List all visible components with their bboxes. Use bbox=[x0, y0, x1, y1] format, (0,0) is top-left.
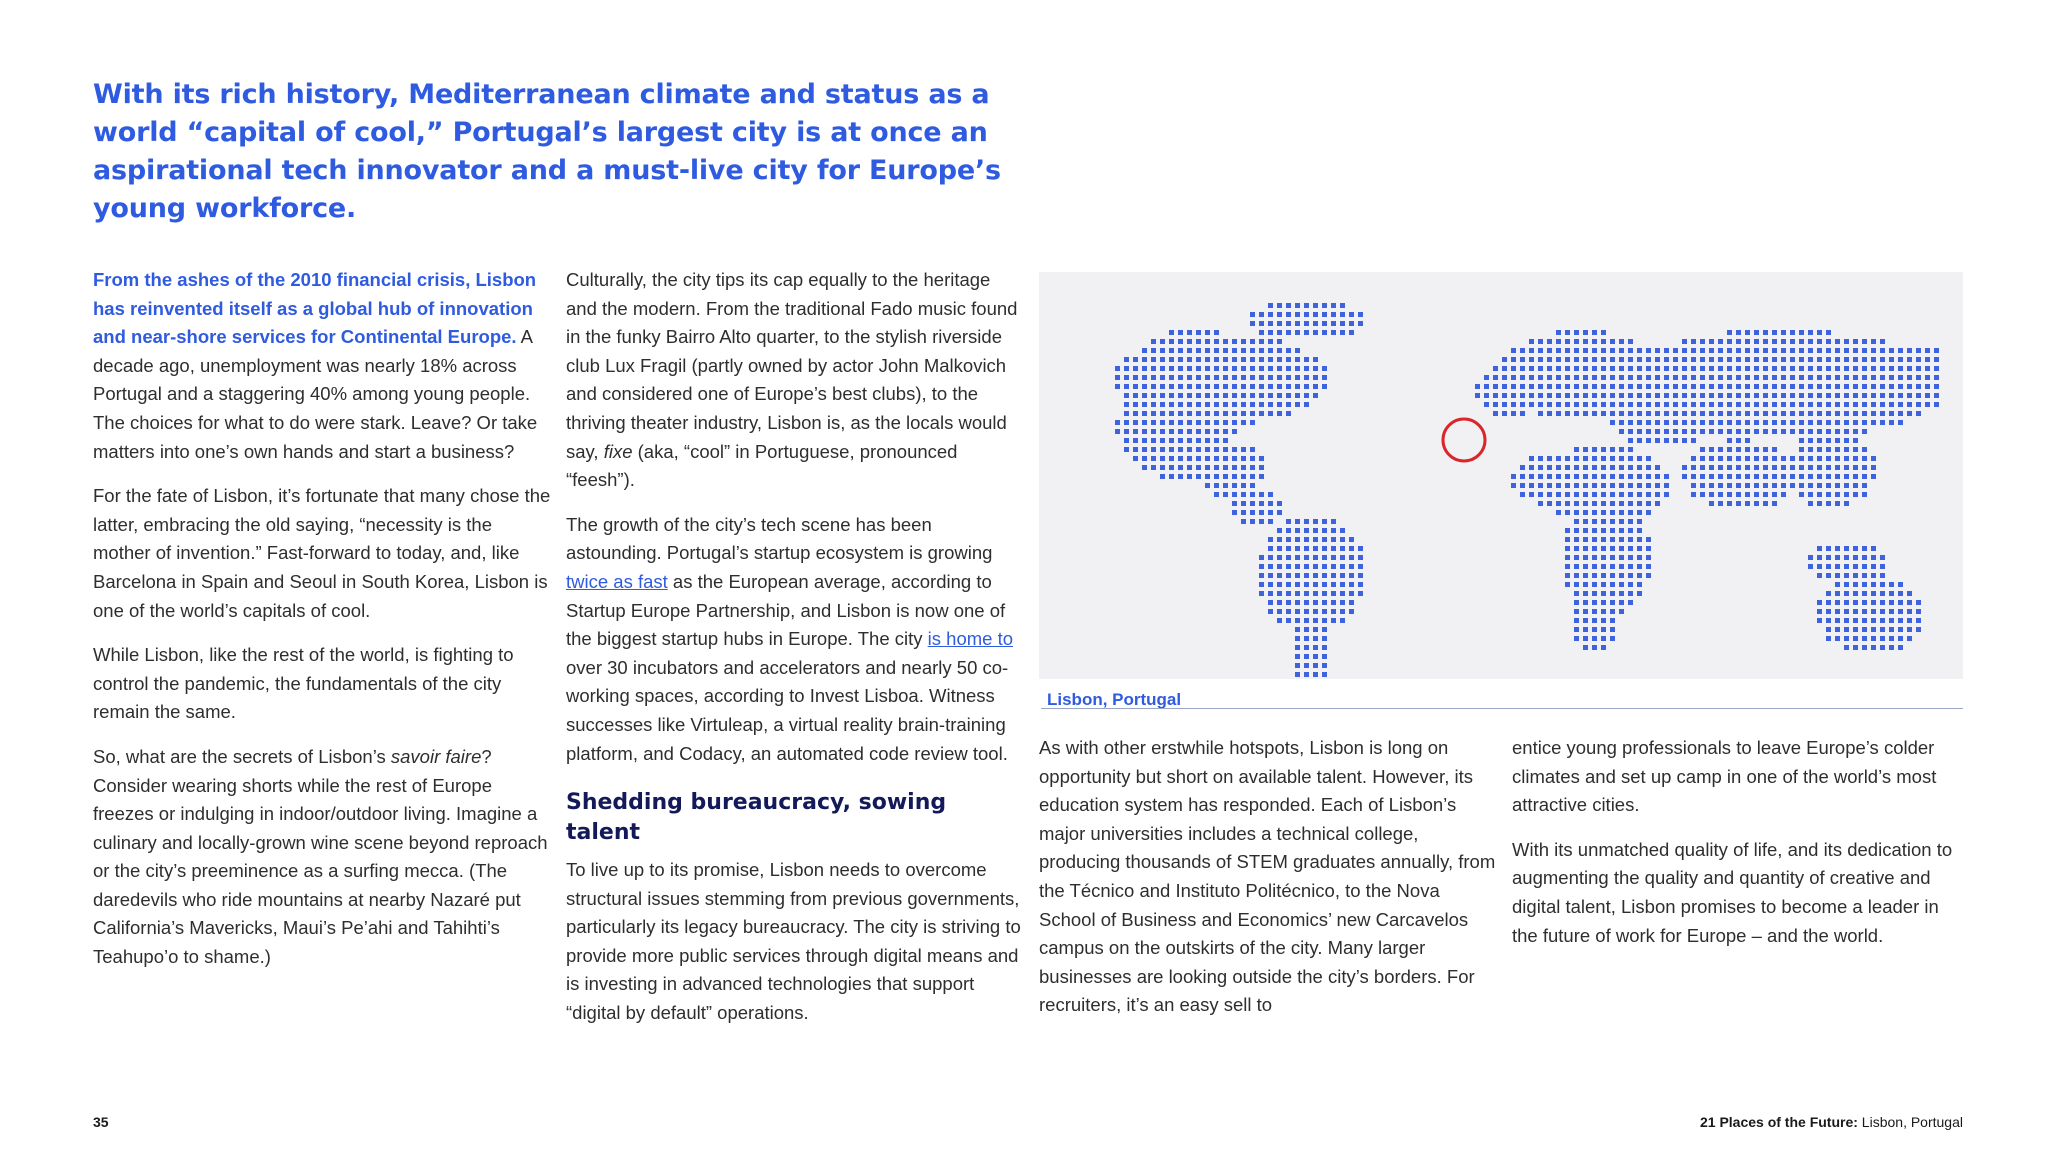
paragraph bbox=[93, 743, 553, 972]
link-is-home-to[interactable]: is home to bbox=[927, 628, 1014, 650]
text-run: Culturally, the city tips its cap equally to the heritage and the modern. From the traditional Fado music found in the funky Bairro Alto quarter, to the stylish riverside club Lux Fragil (partly owned by actor John Malkovich and considered one of Europe’s best clubs), to the thriving theater industry, Lisbon is, as the locals would say, bbox=[566, 269, 1018, 462]
text-run: So, what are the secrets of Lisbon’s bbox=[93, 745, 391, 767]
paragraph bbox=[566, 511, 1026, 768]
column-1 bbox=[93, 266, 553, 988]
italic-text: savoir faire bbox=[390, 745, 482, 767]
link-twice-as-fast[interactable]: twice as fast bbox=[566, 570, 668, 592]
text-run: as the European average, according to Startup Europe Partnership, and Lisbon is now one of the biggest startup hubs in Europe. The city bbox=[566, 570, 1006, 650]
paragraph: With its unmatched quality of life, and its dedication to augmenting the quality and quantity of creative and digital talent, Lisbon promises to become a leader in the future of work for Europe – and the world. bbox=[1512, 838, 1953, 946]
column-3 bbox=[1039, 734, 1499, 1036]
headline: With its rich history, Mediterranean climate and status as a world “capital of cool,” Portugal’s largest city is at once an aspirational tech innovator and a must-live city for Europe’s young workforce. bbox=[93, 79, 1001, 225]
text-run: (aka, “cool” in Portuguese, pronounced “feesh”). bbox=[566, 440, 958, 491]
section-heading: Shedding bureaucracy, sowing talent bbox=[566, 790, 947, 846]
map-caption: Lisbon, Portugal bbox=[1047, 690, 1182, 709]
italic-text: fixe bbox=[603, 440, 633, 462]
footer-series: 21 Places of the Future: bbox=[1699, 1114, 1858, 1130]
lisbon-location-marker bbox=[1443, 419, 1485, 461]
caption-divider bbox=[1041, 708, 1963, 709]
world-map bbox=[1039, 272, 1963, 679]
paragraph: As with other erstwhile hotspots, Lisbon is long on opportunity but short on available talent. However, its education system has responded. Each of Lisbon’s major universities includes a technical college, producing thousands of STEM graduates annually, from the Técnico and Instituto Politécnico, to the Nova School of Business and Economics’ new Carcavelos campus on the outskirts of the city. Many larger businesses are looking outside the city’s borders. For recruiters, it’s an easy sell to bbox=[1039, 737, 1496, 1016]
running-footer bbox=[1700, 1114, 1963, 1130]
column-2 bbox=[566, 266, 1026, 1044]
footer-place: Lisbon, Portugal bbox=[1857, 1114, 1963, 1130]
map-dot-grid bbox=[1115, 303, 1939, 677]
text-run: over 30 incubators and accelerators and nearly 50 co-working spaces, according to Invest Lisboa. Witness successes like Virtuleap, a virtual reality brain-training platform, and Codacy, an automated code review tool. bbox=[566, 656, 1009, 764]
paragraph: While Lisbon, like the rest of the world, is fighting to control the pandemic, the fundamentals of the city remain the same. bbox=[93, 644, 514, 723]
paragraph: For the fate of Lisbon, it’s fortunate that many chose the latter, embracing the old saying, “necessity is the mother of invention.” Fast-forward to today, and, like Barcelona in Spain and Seoul in South Korea, Lisbon is one of the world’s capitals of cool. bbox=[93, 485, 551, 621]
paragraph: To live up to its promise, Lisbon needs to overcome structural issues stemming from previous governments, particularly its legacy bureaucracy. The city is striving to provide more public services through digital means and is investing in advanced technologies that support “digital by default” operations. bbox=[566, 859, 1021, 1024]
page-number: 35 bbox=[93, 1114, 109, 1130]
lead-text: From the ashes of the 2010 financial crisis, Lisbon has reinvented itself as a global hub of innovation and near-shore services for Continental Europe. bbox=[93, 269, 537, 348]
paragraph bbox=[566, 266, 1026, 495]
paragraph: entice young professionals to leave Europe’s colder climates and set up camp in one of the world’s most attractive cities. bbox=[1512, 737, 1937, 816]
intro-text: A decade ago, unemployment was nearly 18% across Portugal and a staggering 40% among young people. The choices for what to do were stark. Leave? Or take matters into one’s own hands and start a business? bbox=[93, 326, 538, 462]
text-run: ? Consider wearing shorts while the rest of Europe freezes or indulging in indoor/outdoor living. Imagine a culinary and locally-grown wine scene beyond reproach or the city’s preeminence as a surfing mecca. (The daredevils who ride mountains at nearby Nazaré put California’s Mavericks, Maui’s Pe’ahi and Tahihti’s Teahupo’o to shame.) bbox=[93, 745, 548, 968]
world-map-dots bbox=[1039, 272, 1963, 679]
text-run: The growth of the city’s tech scene has been astounding. Portugal’s startup ecosystem is growing bbox=[566, 513, 993, 564]
paragraph-intro bbox=[93, 266, 553, 466]
column-4 bbox=[1512, 734, 1962, 966]
